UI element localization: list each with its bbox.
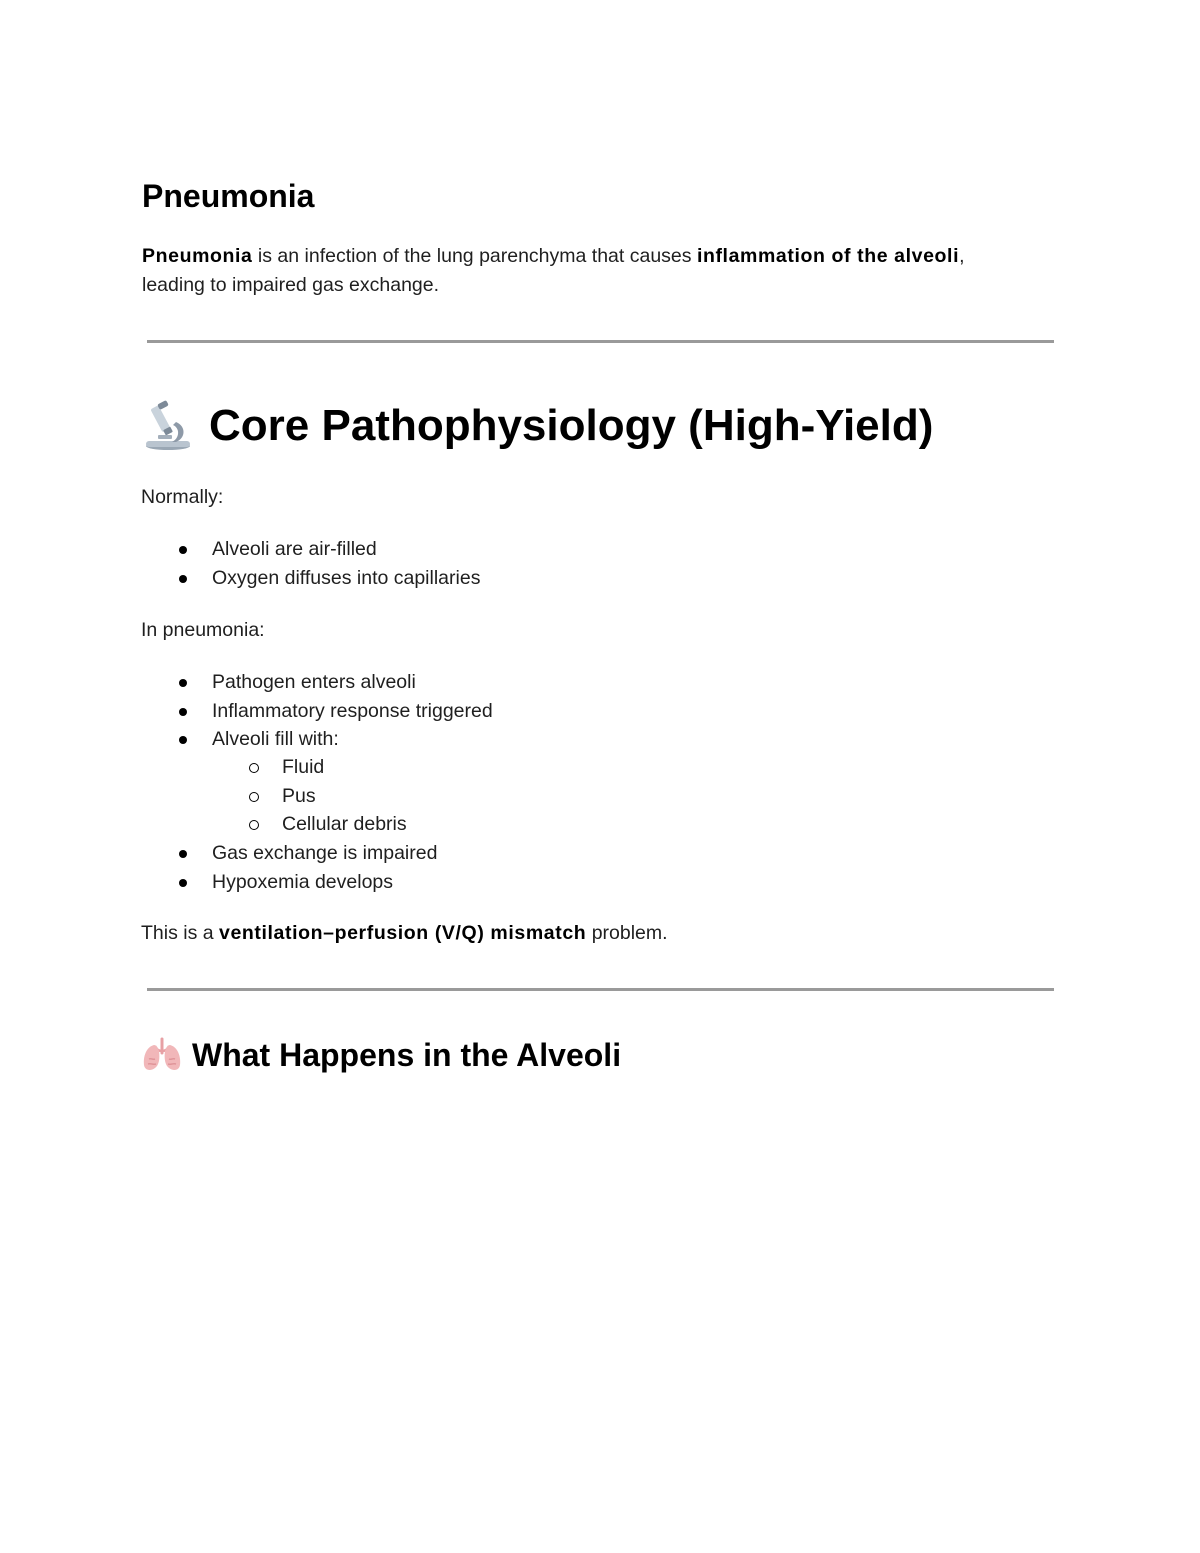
summary-paragraph: This is a ventilation–perfusion (V/Q) mismatch problem.: [141, 922, 668, 944]
pneumonia-list: [142, 668, 493, 754]
bullet-icon: [179, 546, 187, 554]
intro-term: Pneumonia: [142, 245, 253, 267]
section-heading-pathophysiology: [142, 398, 933, 454]
section-heading-alveoli: [142, 1032, 621, 1078]
normally-label: Normally:: [141, 486, 224, 508]
section-heading-text: What Happens in the Alveoli: [192, 1037, 622, 1073]
hollow-bullet-icon: [249, 763, 259, 773]
bullet-icon: [179, 736, 187, 744]
divider: [147, 988, 1054, 991]
outcome-list: [142, 839, 437, 896]
lungs-icon: [142, 1037, 182, 1073]
list-item: Alveoli are air-filled: [142, 535, 480, 564]
sublist-item: Cellular debris: [282, 810, 407, 839]
intro-line-2: leading to impaired gas exchange.: [142, 273, 440, 296]
sublist-item: Pus: [282, 782, 407, 811]
list-item: Pathogen enters alveoli: [142, 668, 493, 697]
bullet-icon: [179, 575, 187, 583]
hollow-bullet-icon: [249, 792, 259, 802]
bullet-icon: [179, 850, 187, 858]
list-item: Inflammatory response triggered: [142, 697, 493, 726]
bullet-icon: [179, 879, 187, 887]
in-pneumonia-label: In pneumonia:: [141, 619, 265, 641]
bullet-icon: [179, 679, 187, 687]
hollow-bullet-icon: [249, 820, 259, 830]
intro-emphasis: inflammation of the alveoli: [696, 245, 960, 267]
intro-line-1: [142, 242, 965, 271]
bullet-icon: [179, 708, 187, 716]
list-item: Oxygen diffuses into capillaries: [142, 564, 480, 593]
page-title: Pneumonia: [142, 178, 315, 214]
fill-sublist: [282, 753, 407, 839]
sublist-item: Fluid: [282, 753, 407, 782]
intro-paragraph: [142, 242, 965, 299]
intro-text-2: ,: [959, 245, 965, 267]
divider: [147, 340, 1054, 343]
list-item: Gas exchange is impaired: [142, 839, 437, 868]
intro-text-1: is an infection of the lung parenchyma that causes: [252, 245, 697, 267]
list-item: Hypoxemia develops: [142, 868, 437, 897]
section-heading-text: Core Pathophysiology (High-Yield): [209, 401, 934, 450]
list-item: Alveoli fill with:: [142, 725, 493, 754]
normally-list: [142, 535, 480, 592]
microscope-icon: [142, 400, 194, 452]
summary-emphasis: ventilation–perfusion (V/Q) mismatch: [219, 922, 587, 944]
